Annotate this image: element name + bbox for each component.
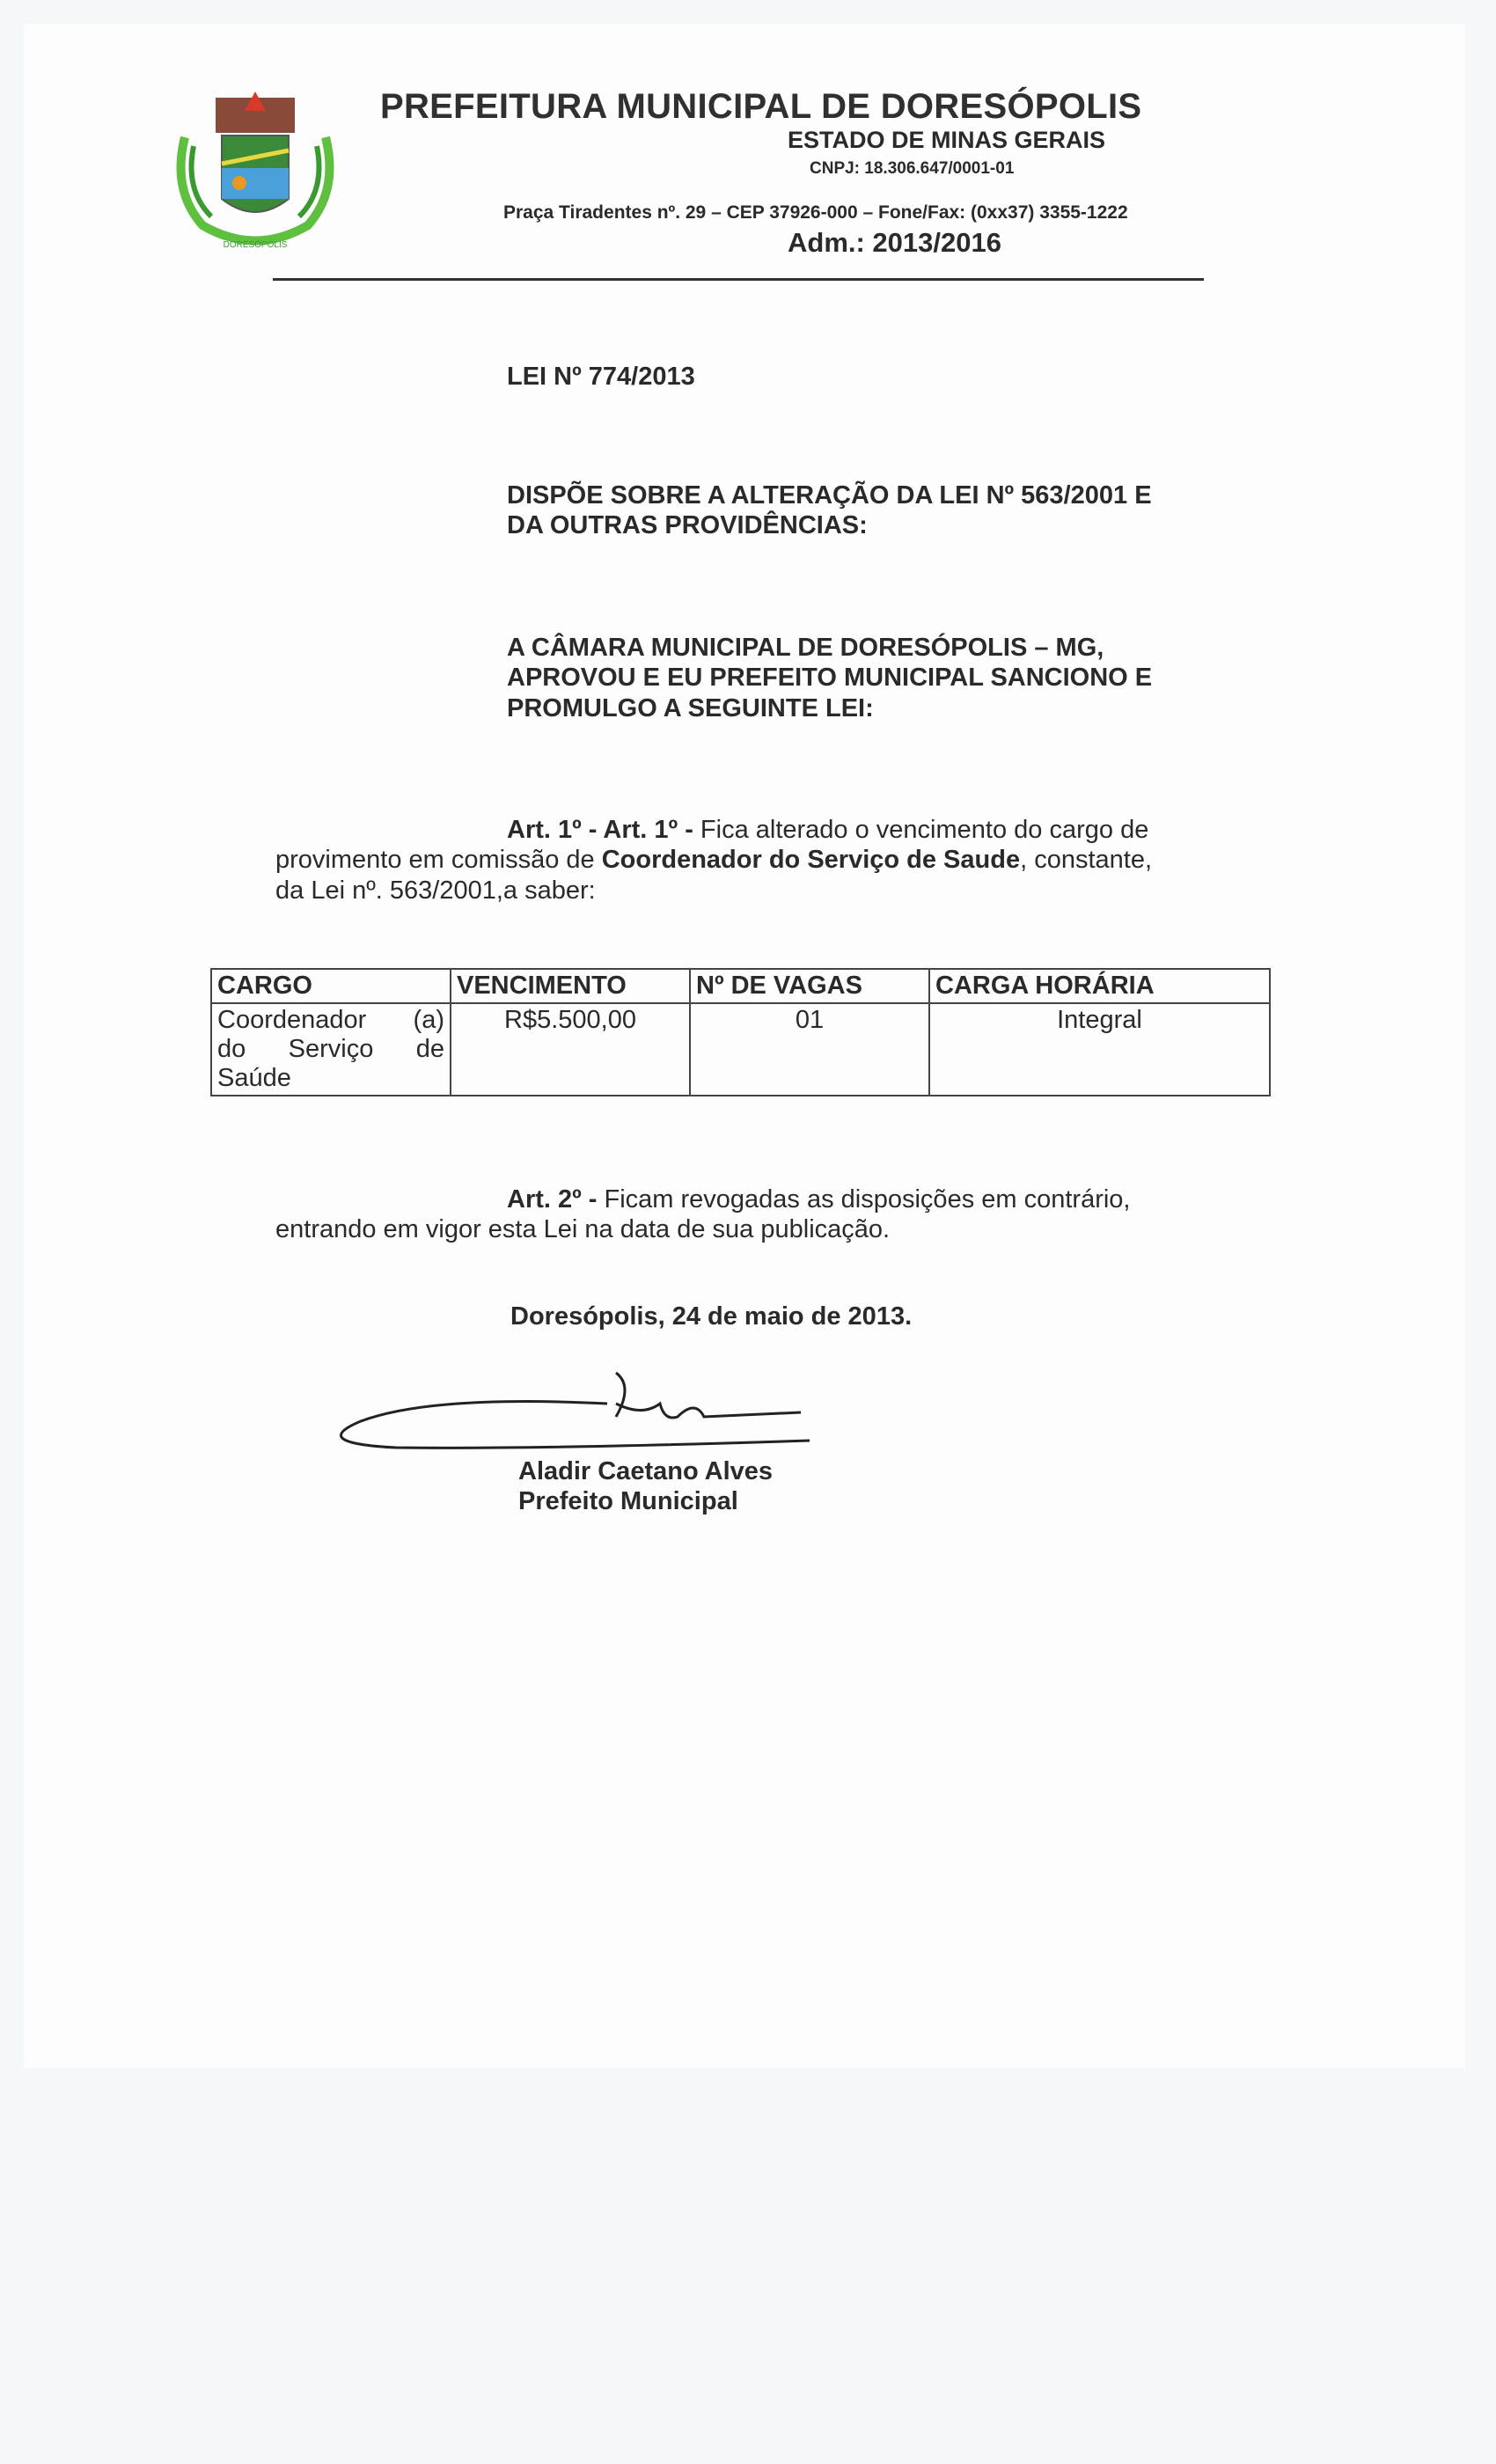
- signer-name: Aladir Caetano Alves: [518, 1457, 774, 1485]
- article-1-line1: [507, 815, 1148, 846]
- header-cargo: CARGO: [211, 969, 451, 1003]
- article-1-text: Fica alterado o vencimento do cargo de: [693, 816, 1149, 844]
- header-carga-horaria: CARGA HORÁRIA: [929, 969, 1270, 1003]
- administration-term: Adm.: 2013/2016: [788, 227, 1001, 258]
- preamble-line2: APROVOU E EU PREFEITO MUNICIPAL SANCIONO E: [507, 664, 1153, 692]
- cnpj: CNPJ: 18.306.647/0001-01: [810, 159, 1015, 178]
- table-row: [211, 1003, 1270, 1096]
- article-2-line2: entrando em vigor esta Lei na data de sua publicação.: [275, 1215, 891, 1243]
- law-subject-line2: DA OUTRAS PROVIDÊNCIAS:: [507, 511, 868, 539]
- article-1-cargo: Coordenador do Serviço de Saude: [601, 846, 1021, 874]
- header-vagas: Nº DE VAGAS: [690, 969, 929, 1003]
- cargo-line: Saúde: [217, 1064, 291, 1092]
- preamble-line1: A CÂMARA MUNICIPAL DE DORESÓPOLIS – MG,: [507, 634, 1104, 662]
- municipal-coat-of-arms-logo: [167, 84, 343, 256]
- date-line: Doresópolis, 24 de maio de 2013.: [510, 1302, 913, 1331]
- law-number: LEI Nº 774/2013: [507, 363, 695, 391]
- municipality-title: PREFEITURA MUNICIPAL DE DORESÓPOLIS: [380, 87, 1142, 126]
- cell-carga-horaria: Integral: [929, 1003, 1270, 1096]
- cell-vencimento: R$5.500,00: [451, 1003, 690, 1096]
- article-2-line1: [507, 1184, 1130, 1215]
- state-name: ESTADO DE MINAS GERAIS: [788, 127, 1106, 153]
- position-table: [210, 968, 1271, 1096]
- law-subject-line1: DISPÕE SOBRE A ALTERAÇÃO DA LEI Nº 563/2001 E: [507, 481, 1152, 510]
- cargo-line: Coordenador (a): [217, 1006, 444, 1034]
- article-2-label: Art. 2º -: [507, 1185, 598, 1214]
- logo-text: DORESÓPOLIS: [223, 240, 288, 250]
- preamble-line3: PROMULGO A SEGUINTE LEI:: [507, 694, 874, 722]
- header-divider: [273, 278, 1204, 281]
- header-vencimento: VENCIMENTO: [451, 969, 690, 1003]
- article-1-line3: da Lei nº. 563/2001,a saber:: [275, 876, 596, 905]
- address: Praça Tiradentes nº. 29 – CEP 37926-000 – Fone/Fax: (0xx37) 3355-1222: [503, 202, 1128, 223]
- article-1-line2: [275, 845, 1152, 876]
- article-2-text: Ficam revogadas as disposições em contrário,: [597, 1185, 1131, 1214]
- signer-title: Prefeito Municipal: [518, 1487, 738, 1515]
- cell-vagas: 01: [690, 1003, 929, 1096]
- cargo-line: do Serviço de: [217, 1035, 444, 1063]
- table-header-row: [211, 969, 1270, 1003]
- cell-cargo: [211, 1003, 451, 1096]
- article-1-label: Art. 1º - Art. 1º -: [507, 816, 693, 844]
- article-1-text: , constante,: [1020, 846, 1153, 874]
- article-1-text: provimento em comissão de: [275, 846, 602, 874]
